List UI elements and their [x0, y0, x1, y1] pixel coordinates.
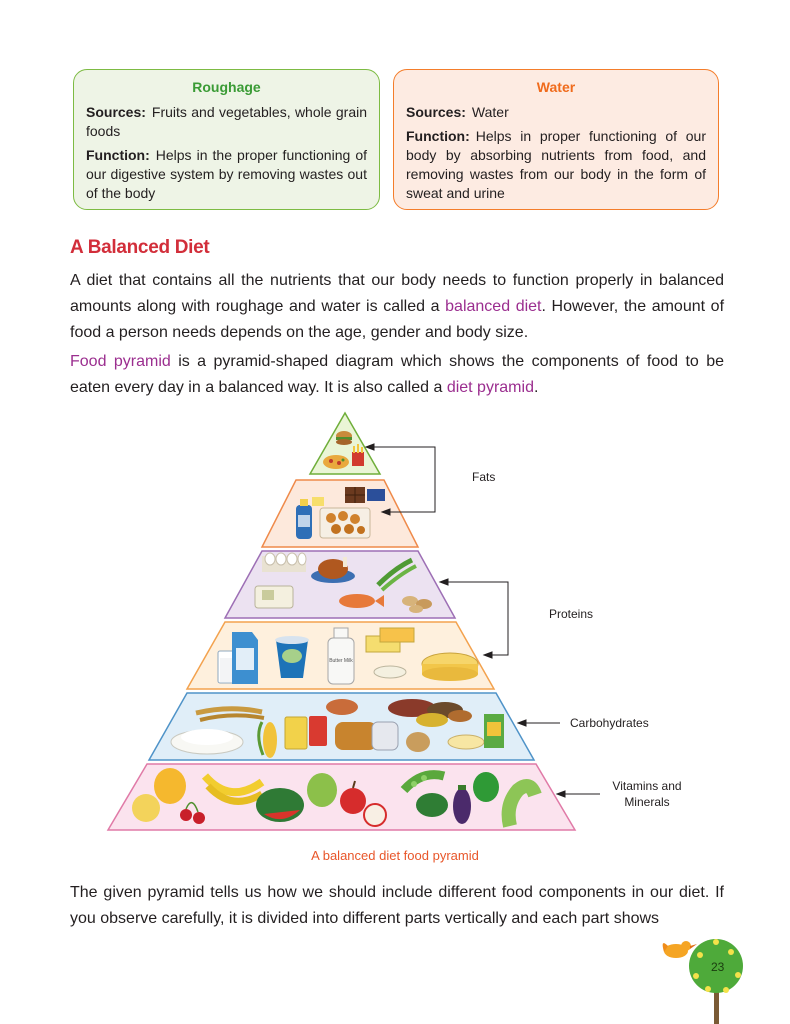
- potato-icon: [406, 732, 430, 752]
- spinach-icon: [416, 793, 448, 817]
- juice-carton-icon: [484, 714, 504, 748]
- label-fats: Fats: [472, 470, 496, 484]
- noodles-bowl-icon: [448, 735, 484, 749]
- pizza-icon: [323, 455, 349, 469]
- label-vitamins-line1: Vitamins and: [612, 779, 682, 793]
- melon-icon: [307, 773, 337, 807]
- fries-icon: [352, 444, 364, 466]
- diet-pyramid-term: diet pyramid: [446, 379, 534, 396]
- roughage-sources-label: Sources:: [86, 104, 146, 120]
- water-sources-label: Sources:: [406, 104, 466, 120]
- water-title: Water: [536, 79, 576, 95]
- water-function-text: Helps in proper functioning of our body by absorbing nutrients from food, and removing wastes from our body in the form of sweat and urine: [406, 128, 706, 201]
- tree-icon: [689, 939, 743, 1024]
- page-number: 23: [711, 960, 725, 974]
- label-vitamins-line2: Minerals: [624, 795, 670, 809]
- section-heading: A Balanced Diet: [70, 237, 210, 258]
- p1-text-b: . However, the amount of food a person needs depends on the age, gender and body size.: [70, 298, 725, 341]
- water-sources-text: Water: [471, 104, 509, 120]
- p1-text-a: A diet that contains all the nutrients that our body needs to function properly in balanced amounts along with roughage and water is called a: [70, 272, 724, 315]
- cheese-wheel-icon: [422, 653, 478, 681]
- vitamins-connector: [557, 791, 600, 797]
- closing-paragraph: The given pyramid tells us how we should include different food components in our diet. If you observe carefully, it is divided into different parts vertically and each part shows: [70, 884, 724, 927]
- apple-slice-icon: [364, 804, 386, 826]
- cheese-icon: [255, 586, 293, 608]
- roughage-sources-text: Fruits and vegetables, whole grain foods: [86, 104, 367, 139]
- chocolate-icon: [345, 487, 385, 503]
- mango-icon: [154, 768, 186, 804]
- food-pyramid-term: Food pyramid: [70, 353, 171, 370]
- carbohydrates-connector: [518, 720, 560, 726]
- milk-carton-icon: [232, 632, 258, 684]
- butter-icon: [312, 497, 324, 506]
- eggs-icon: [262, 553, 306, 572]
- watermelon-icon: [256, 788, 304, 822]
- water-function-label: Function:: [406, 128, 470, 144]
- sweet-potato-icon: [326, 699, 358, 715]
- pasta-packet-icon: [285, 716, 327, 749]
- paneer-icon: [374, 666, 406, 678]
- roughage-function-label: Function:: [86, 147, 150, 163]
- pyramid-caption: A balanced diet food pyramid: [311, 848, 479, 863]
- capsicum-icon: [473, 772, 499, 802]
- roughage-title: Roughage: [192, 79, 261, 95]
- carton-text: Butter Milk: [329, 658, 353, 664]
- burger-icon: [336, 431, 352, 445]
- fried-snacks-icon: [320, 508, 370, 538]
- balanced-diet-term: balanced diet: [445, 298, 542, 315]
- label-carbohydrates: Carbohydrates: [570, 716, 649, 730]
- orange-icon: [132, 794, 160, 822]
- p2-text-a: is a pyramid-shaped diagram which shows the components of food to be eaten every day in a balanced way. It is also called a: [70, 353, 724, 396]
- p2-text-b: .: [533, 379, 539, 396]
- label-proteins: Proteins: [549, 607, 594, 621]
- bread-loaf-icon: [335, 722, 398, 750]
- roughage-function-text: Helps in the proper functioning of our digestive system by removing wastes out of the body: [86, 147, 367, 201]
